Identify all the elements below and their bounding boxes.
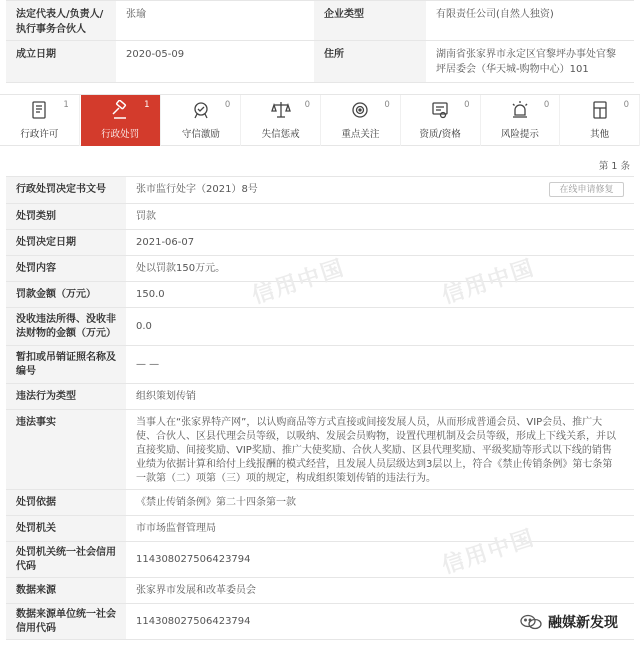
row-facts [6, 410, 634, 490]
row-source [6, 578, 634, 604]
source-value: 张家界市发展和改革委员会 [136, 584, 256, 596]
tab-qualification[interactable] [401, 95, 481, 146]
basis-label: 处罚依据 [6, 490, 126, 515]
addr-value: 湖南省张家界市永定区官黎坪办事处官黎坪居委会（华天城-购物中心）101 [436, 49, 616, 75]
facts-text: 当事人在“张家界特产网”，以认购商品等方式直接或间接发展人员，从而形成普通会员、VIP会员、推广大使、合伙人、区县代理会员等级，以吸纳、发展会员购物，设置代理机制及会员等级，形成上下线关系，并以直接奖励、间接奖励、VIP奖励、推广大使奖励、合伙人奖励、区县代理奖励、平级奖励等形式以下线的销售业绩为依据计算和给付上线报酬的模式经营，且发展人员层级达到3层以上，符合《禁止传销条例》第七条第一款第（二）项第（三）项的规定，构成组织策划传销的违法行为。 [136, 417, 616, 484]
category-value: 罚款 [136, 210, 156, 222]
trust-icon [190, 99, 212, 121]
row-violation-type [6, 384, 634, 410]
target-icon [349, 99, 371, 121]
penalty-detail-table [6, 176, 634, 640]
type-label: 企业类型 [314, 1, 426, 40]
info-row-date [6, 41, 634, 83]
doc-no-value [126, 177, 634, 203]
violation-type-value: 组织策划传销 [136, 390, 196, 402]
license-icon [28, 99, 50, 121]
category-label: 处罚类别 [6, 204, 126, 229]
row-decision-date [6, 230, 634, 256]
type-value: 有限责任公司(自然人独资) [436, 9, 554, 20]
tab-trust[interactable] [162, 95, 242, 146]
row-basis [6, 490, 634, 516]
other-icon [589, 99, 611, 121]
date-label: 成立日期 [6, 41, 116, 82]
authority-code-value: 114308027506423794 [136, 553, 251, 565]
tab-count: 0 [623, 100, 629, 110]
row-confiscate [6, 308, 634, 346]
violation-type-label: 违法行为类型 [6, 384, 126, 409]
rep-label: 法定代表人/负责人/执行事务合伙人 [6, 1, 116, 40]
watermark: 信用中国 [439, 525, 539, 580]
license-label: 暂扣或吊销证照名称及编号 [6, 346, 126, 383]
amount-value: 150.0 [136, 288, 165, 300]
content-label: 处罚内容 [6, 256, 126, 281]
rep-value: 张瑜 [126, 9, 146, 20]
doc-no-label: 行政处罚决定书文号 [6, 177, 126, 203]
tab-count: 1 [144, 100, 150, 110]
basis-value: 《禁止传销条例》第二十四条第一款 [136, 496, 296, 508]
content-value: 处以罚款150万元。 [136, 262, 226, 274]
tab-focus[interactable] [321, 95, 401, 146]
row-amount [6, 282, 634, 308]
scale-icon [270, 99, 292, 121]
brand-overlay [520, 612, 618, 632]
row-doc-no [6, 177, 634, 204]
tab-discredit[interactable] [241, 95, 321, 146]
facts-value [126, 410, 634, 489]
tab-other[interactable] [560, 95, 640, 146]
source-code-value: 114308027506423794 [136, 615, 251, 627]
tab-label: 风险提示 [500, 129, 539, 140]
tab-label: 其他 [590, 129, 610, 140]
tab-count: 0 [384, 100, 390, 110]
apply-correction-button[interactable]: 在线申请修复 [549, 182, 624, 197]
record-count: 第 1 条 [598, 161, 630, 172]
alarm-icon [509, 99, 531, 121]
tab-count: 0 [304, 100, 310, 110]
facts-label: 违法事实 [6, 410, 126, 489]
tab-label: 重点关注 [341, 129, 380, 140]
addr-label: 住所 [314, 41, 426, 82]
tab-risk[interactable] [481, 95, 561, 146]
date-value: 2020-05-09 [126, 49, 185, 60]
tab-label: 行政处罚 [101, 129, 140, 140]
amount-label: 罚款金额（万元） [6, 282, 126, 307]
authority-code-label: 处罚机关统一社会信用代码 [6, 542, 126, 577]
tab-label: 行政许可 [20, 129, 59, 140]
tab-license[interactable] [0, 95, 80, 146]
row-content [6, 256, 634, 282]
tab-count: 0 [543, 100, 550, 110]
confiscate-value: 0.0 [136, 320, 152, 332]
tab-label: 资质/资格 [419, 129, 461, 140]
tab-count: 0 [464, 100, 470, 110]
doc-no-text: 张市监行处字（2021）8号 [136, 184, 258, 195]
authority-value: 市市场监督管理局 [136, 522, 216, 534]
decision-date-value: 2021-06-07 [136, 236, 195, 248]
decision-date-label: 处罚决定日期 [6, 230, 126, 255]
row-license [6, 346, 634, 384]
row-authority-code [6, 542, 634, 578]
info-row-rep [6, 1, 634, 41]
brand-name: 融媒新发现 [548, 615, 618, 631]
tab-label: 失信惩戒 [261, 129, 300, 140]
tab-penalty[interactable] [81, 95, 161, 146]
row-authority [6, 516, 634, 542]
source-code-label: 数据来源单位统一社会信用代码 [6, 604, 126, 639]
tab-count: 1 [63, 100, 69, 110]
certificate-icon [429, 99, 451, 121]
tab-count: 0 [224, 100, 231, 110]
license-value: — — [136, 358, 160, 370]
wechat-icon [520, 614, 542, 630]
row-category [6, 204, 634, 230]
watermark: 信用中国 [439, 255, 539, 310]
gavel-icon [109, 99, 131, 121]
credit-category-tabs [0, 94, 640, 146]
confiscate-label: 没收违法所得、没收非法财物的金额（万元） [6, 308, 126, 345]
authority-label: 处罚机关 [6, 516, 126, 541]
tab-label: 守信激励 [181, 129, 220, 140]
watermark: 信用中国 [249, 255, 349, 310]
source-label: 数据来源 [6, 578, 126, 603]
enterprise-info-table [6, 0, 634, 83]
